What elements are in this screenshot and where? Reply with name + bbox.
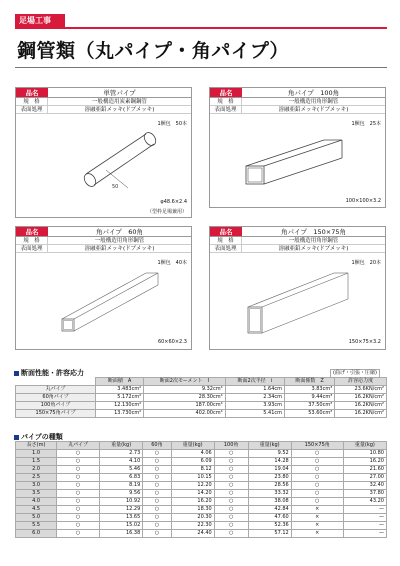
cell: ○: [214, 514, 248, 522]
cell: ○: [214, 498, 248, 506]
spec-value: 一般構造用角形鋼管: [288, 99, 339, 105]
cell: 3.93cm: [225, 402, 284, 410]
cell: 4.10: [100, 458, 143, 466]
row-label: 100角パイプ: [16, 402, 96, 410]
cell: 5.46: [100, 466, 143, 474]
cell: ○: [291, 482, 343, 490]
spec-key: 規 格: [210, 237, 242, 244]
col-header: 長さ(m): [16, 442, 57, 450]
cell: 21.60: [343, 466, 386, 474]
length-cell: 4.5: [16, 506, 57, 514]
square-pipe-60-illustration: [56, 267, 166, 337]
cell: 16.20: [343, 458, 386, 466]
finish-value: 溶融亜鉛メッキ(ドブメッキ): [84, 246, 155, 252]
cell: ○: [57, 530, 100, 538]
cell: 13.730cm²: [96, 410, 144, 418]
product-card-square-60: [15, 226, 192, 350]
product-label: 品名: [16, 88, 48, 97]
cell: ○: [143, 506, 171, 514]
cell: 3.483cm²: [96, 386, 144, 394]
cell: 52.36: [248, 522, 291, 530]
pack-quantity: 1梱包 40本: [157, 260, 187, 266]
cell: 16.20: [171, 498, 214, 506]
finish-value: 溶融亜鉛メッキ(ドブメッキ): [278, 246, 349, 252]
section-title-section-performance: 断面性能・許容応力: [14, 368, 84, 378]
cell: 5.41cm: [225, 410, 284, 418]
table-row: [16, 402, 387, 410]
cell: 187.00cm⁴: [144, 402, 225, 410]
cell: 38.08: [248, 498, 291, 506]
row-label: 150×75角パイプ: [16, 410, 96, 418]
col-header: 重量(kg): [100, 442, 143, 450]
cell: ○: [143, 466, 171, 474]
cell: 402.00cm⁴: [144, 410, 225, 418]
cell: 24.40: [171, 530, 214, 538]
cell: 5.172cm²: [96, 394, 144, 402]
pack-quantity: 1梱包 20本: [351, 260, 381, 266]
row-label: 丸パイプ: [16, 386, 96, 394]
cell: ○: [291, 450, 343, 458]
cell: ○: [214, 474, 248, 482]
cell: ×: [291, 530, 343, 538]
col-header: 重量(kg): [171, 442, 214, 450]
product-name: 角パイプ 60角: [95, 228, 144, 236]
cell: 32.40: [343, 482, 386, 490]
rect-pipe-illustration: [240, 269, 360, 337]
stress-unit-tag: (曲げ・引張・圧縮): [330, 369, 380, 378]
cell: ○: [214, 530, 248, 538]
dimension-text: 100×100×3.2: [345, 198, 381, 204]
length-cell: 2.5: [16, 474, 57, 482]
col-header: 丸パイプ: [57, 442, 100, 450]
cell: 14.20: [171, 490, 214, 498]
cell: 16.2KN/cm²: [335, 402, 387, 410]
cell: 9.56: [100, 490, 143, 498]
table-row: [16, 458, 387, 466]
cell: ○: [143, 522, 171, 530]
square-pipe-100-illustration: [240, 136, 350, 191]
cell: 33.32: [248, 490, 291, 498]
cell: 47.60: [248, 514, 291, 522]
table-row: [16, 450, 387, 458]
cell: 43.20: [343, 498, 386, 506]
col-header: 断面係数 Z: [285, 378, 335, 386]
cell: ○: [214, 458, 248, 466]
cell: 6.09: [171, 458, 214, 466]
cell: 2.73: [100, 450, 143, 458]
cell: ○: [214, 490, 248, 498]
section-title-pipe-types: パイプの種類: [14, 432, 63, 442]
cell: ○: [143, 450, 171, 458]
header-rule: [15, 27, 387, 29]
cell: ○: [57, 498, 100, 506]
cell: ○: [214, 450, 248, 458]
cell: ×: [291, 506, 343, 514]
product-card-round-pipe: [15, 87, 192, 218]
cell: 19.04: [248, 466, 291, 474]
spec-value: 一般構造用炭素鋼鋼管: [91, 99, 147, 105]
cell: ○: [57, 466, 100, 474]
spec-value: 一般構造用角形鋼管: [288, 238, 339, 244]
cell: ○: [57, 450, 100, 458]
cell: ○: [57, 474, 100, 482]
section-performance-table: [15, 377, 387, 418]
cell: ○: [143, 514, 171, 522]
cell: 4.06: [171, 450, 214, 458]
cell: ×: [291, 514, 343, 522]
cell: —: [343, 506, 386, 514]
dimension-text: 150×75×3.2: [348, 339, 381, 345]
length-cell: 2.0: [16, 466, 57, 474]
product-name: 角パイプ 150×75角: [281, 228, 346, 236]
cell: ○: [214, 506, 248, 514]
cell: 3.83cm³: [285, 386, 335, 394]
cell: 8.19: [100, 482, 143, 490]
length-cell: 6.0: [16, 530, 57, 538]
col-header: 断面2次モーメント I: [144, 378, 225, 386]
product-label: 品名: [16, 227, 48, 236]
pipe-types-table: [15, 441, 387, 538]
cell: 9.52: [248, 450, 291, 458]
length-cell: 3.0: [16, 482, 57, 490]
cell: 23.6KN/cm²: [335, 386, 387, 394]
cell: 16.38: [100, 530, 143, 538]
product-label: 品名: [210, 88, 242, 97]
dimension-text: 60×60×2.3: [157, 339, 187, 345]
spec-key: 規 格: [16, 98, 48, 105]
product-card-square-100: [209, 87, 386, 208]
length-cell: 5.5: [16, 522, 57, 530]
cell: ○: [291, 498, 343, 506]
col-header: 100角: [214, 442, 248, 450]
cell: ○: [143, 458, 171, 466]
length-cell: 1.5: [16, 458, 57, 466]
col-header: 断面積 A: [96, 378, 144, 386]
finish-key: 表面処理: [210, 245, 242, 252]
col-header: 許容応力度: [335, 378, 387, 386]
cell: 2.34cm: [225, 394, 284, 402]
category-tag: 足場工事: [15, 14, 65, 27]
title-rule: [15, 67, 387, 68]
finish-value: 溶融亜鉛メッキ(ドブメッキ): [278, 107, 349, 113]
col-header: 60角: [143, 442, 171, 450]
cell: 10.92: [100, 498, 143, 506]
illustration-dimension-label: 50: [112, 184, 119, 190]
cell: —: [343, 514, 386, 522]
table-row: [16, 386, 387, 394]
round-pipe-illustration: [66, 130, 166, 195]
col-header: 断面2次半径 i: [225, 378, 284, 386]
cell: ○: [143, 490, 171, 498]
cell: 13.65: [100, 514, 143, 522]
product-name: 角パイプ 100角: [287, 89, 340, 97]
cell: ○: [143, 482, 171, 490]
cell: 15.02: [100, 522, 143, 530]
cell: 57.12: [248, 530, 291, 538]
cell: ○: [214, 466, 248, 474]
table-row: [16, 466, 387, 474]
table-row: [16, 498, 387, 506]
cell: ○: [291, 490, 343, 498]
cell: 37.80: [343, 490, 386, 498]
table-row: [16, 394, 387, 402]
table-row: [16, 514, 387, 522]
finish-key: 表面処理: [16, 245, 48, 252]
dimension-text: φ48.6×2.4: [160, 199, 187, 205]
cell: 28.30cm⁴: [144, 394, 225, 402]
length-cell: 1.0: [16, 450, 57, 458]
cell: 9.32cm⁴: [144, 386, 225, 394]
length-cell: 4.0: [16, 498, 57, 506]
spec-key: 規 格: [210, 98, 242, 105]
cell: 10.80: [343, 450, 386, 458]
cell: 8.12: [171, 466, 214, 474]
cell: 23.80: [248, 474, 291, 482]
cell: 20.30: [171, 514, 214, 522]
cell: ○: [143, 498, 171, 506]
cell: 6.83: [100, 474, 143, 482]
product-label: 品名: [210, 227, 242, 236]
table-row: [16, 530, 387, 538]
cell: 16.2KN/cm²: [335, 394, 387, 402]
cell: ○: [143, 530, 171, 538]
spec-value: 一般構造用角形鋼管: [94, 238, 145, 244]
pack-quantity: 1梱包 25本: [351, 121, 381, 127]
spec-key: 規 格: [16, 237, 48, 244]
cell: ○: [57, 506, 100, 514]
cell: 12.130cm²: [96, 402, 144, 410]
col-header: 重量(kg): [343, 442, 386, 450]
cell: 37.50cm³: [285, 402, 335, 410]
cell: 28.56: [248, 482, 291, 490]
cell: 12.29: [100, 506, 143, 514]
cell: 42.84: [248, 506, 291, 514]
table-row: [16, 490, 387, 498]
finish-key: 表面処理: [210, 106, 242, 113]
length-cell: 3.5: [16, 490, 57, 498]
usage-note: （型枠足場兼用）: [146, 209, 187, 215]
cell: ○: [291, 474, 343, 482]
cell: 22.30: [171, 522, 214, 530]
cell: 10.15: [171, 474, 214, 482]
cell: ○: [291, 466, 343, 474]
table-row: [16, 410, 387, 418]
product-name: 単管パイプ: [103, 89, 136, 97]
finish-key: 表面処理: [16, 106, 48, 113]
cell: 1.64cm: [225, 386, 284, 394]
cell: 18.30: [171, 506, 214, 514]
row-label: 60角パイプ: [16, 394, 96, 402]
cell: ○: [57, 490, 100, 498]
table-row: [16, 522, 387, 530]
page-title: 鋼管類（丸パイプ・角パイプ）: [17, 40, 290, 62]
cell: 53.60cm³: [285, 410, 335, 418]
cell: ○: [57, 514, 100, 522]
cell: 12.20: [171, 482, 214, 490]
table-row: [16, 482, 387, 490]
length-cell: 5.0: [16, 514, 57, 522]
cell: —: [343, 522, 386, 530]
col-header: 重量(kg): [248, 442, 291, 450]
cell: ○: [57, 522, 100, 530]
cell: ○: [57, 458, 100, 466]
cell: ○: [143, 474, 171, 482]
cell: ○: [57, 482, 100, 490]
col-header: 150×75角: [291, 442, 343, 450]
cell: 16.2KN/cm²: [335, 410, 387, 418]
cell: 14.28: [248, 458, 291, 466]
pack-quantity: 1梱包 50本: [157, 121, 187, 127]
cell: 27.00: [343, 474, 386, 482]
table-row: [16, 474, 387, 482]
cell: ○: [214, 482, 248, 490]
cell: ○: [291, 458, 343, 466]
cell: 9.44cm³: [285, 394, 335, 402]
cell: ×: [291, 522, 343, 530]
finish-value: 溶融亜鉛メッキ(ドブメッキ): [84, 107, 155, 113]
table-row: [16, 506, 387, 514]
cell: ○: [214, 522, 248, 530]
product-card-rect-150x75: [209, 226, 386, 350]
cell: —: [343, 530, 386, 538]
